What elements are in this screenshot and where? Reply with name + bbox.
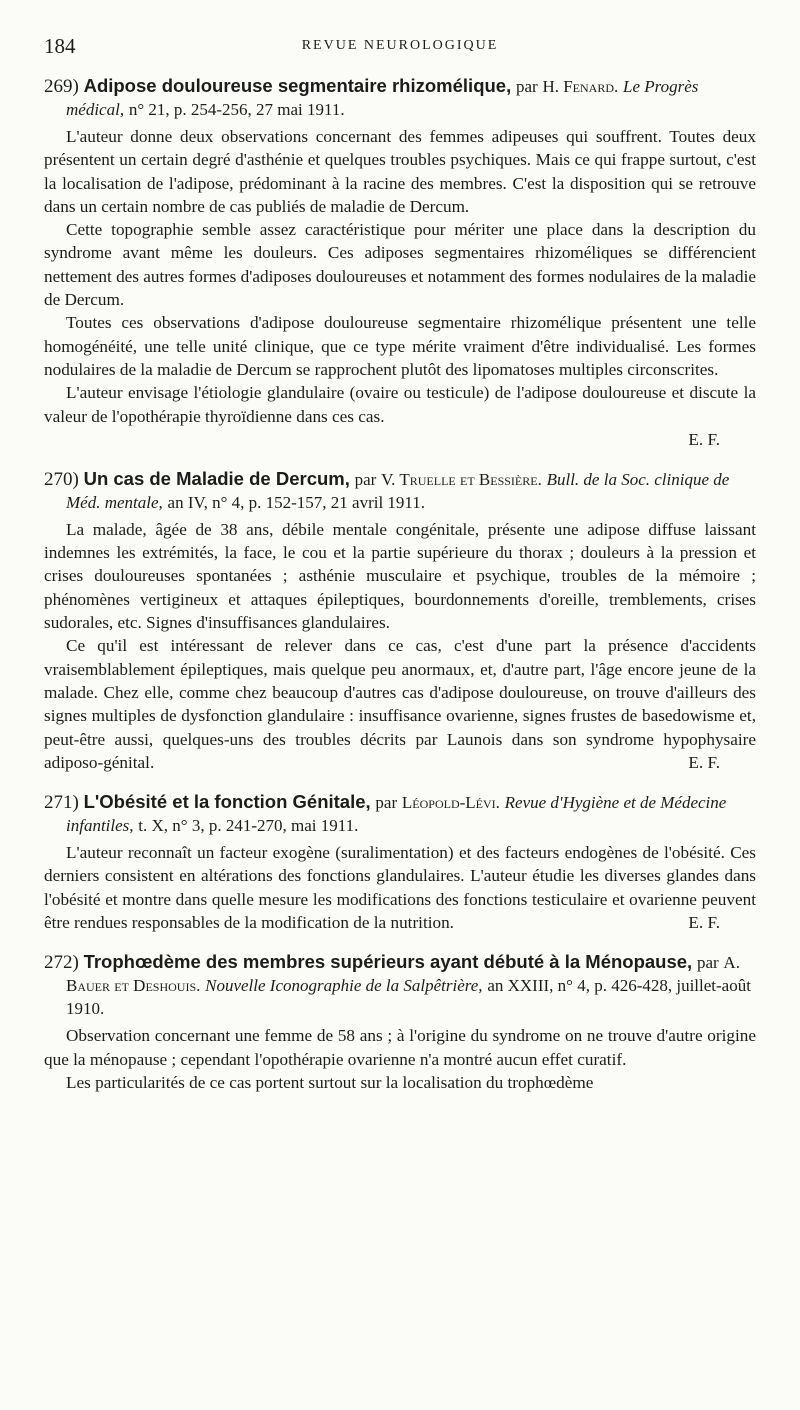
review-entry-271 — [44, 790, 756, 934]
review-entry-272 — [44, 950, 756, 1094]
entry-paragraph: La malade, âgée de 38 ans, débile mentale congénitale, présente une adipose diffuse laissant indemnes les extrémités, la face, le cou et la partie supérieure du thorax ; douleurs à la pression et crises douloureuses spontanées ; asthénie musculaire et psychique, troubles de la mémoire ; phénomènes vertigineux et attaques épileptiques, bourdonnements d'oreille, tremblements, crises sudorales, etc. Signes d'insuffisances glandulaires. — [44, 519, 756, 633]
entry-by: par — [515, 77, 538, 96]
entry-journal: Bull. de la Soc. clinique de Méd. mentale, — [66, 469, 730, 512]
entry-number: 270) — [44, 468, 79, 490]
entry-author: H. Fenard. — [542, 77, 619, 96]
entry-paragraph — [44, 634, 756, 774]
entry-heading — [44, 790, 756, 837]
entry-heading — [44, 74, 756, 121]
entry-title: L'Obésité et la fonction Génitale, — [83, 791, 371, 813]
entry-number: 272) — [44, 952, 79, 974]
entry-by: par — [375, 793, 398, 813]
entry-number: 269) — [44, 76, 79, 97]
entry-ref: t. X, n° 3, p. 241-270, mai 1911. — [138, 816, 359, 836]
page-header — [44, 34, 756, 60]
entry-title: Un cas de Maladie de Dercum, — [83, 467, 350, 489]
running-title: REVUE NEUROLOGIQUE — [301, 38, 499, 53]
entry-heading — [44, 467, 756, 514]
entry-paragraph: L'auteur envisage l'étiologie glandulaire (ovaire ou testicule) de l'adipose douloureuse et discute la valeur de l'opothérapie thyroïdienne dans ces cas. — [44, 383, 756, 426]
entry-author: Léopold-Lévi. — [401, 793, 500, 813]
entry-paragraph: Les particularités de ce cas portent surtout sur la localisation du trophœdème — [66, 1072, 594, 1092]
entry-signature: E. F. — [688, 913, 720, 933]
entry-by: par — [696, 953, 719, 973]
entry-author: A. Bauer et Deshouis. — [66, 953, 740, 996]
entry-paragraph-text: Ce qu'il est intéressant de relever dans ce cas, c'est d'une part la présence d'accidents vraisemblablement épileptiques, mais quelque peu anormaux, et, d'autre part, l'âge encore jeune de la malade. Chez elle, comme chez beaucoup d'autres cas d'adipose douloureuse, on trouve d'ailleurs des signes multiples de dysfonction glandulaire : insuffisance ovarienne, signes frustes de basedowisme et, peut-être aussi, quelques-uns des troubles décrits par Launois dans son syndrome hypophysaire adiposo-génital. — [44, 636, 756, 772]
entry-journal: Le Progrès médical, — [66, 77, 699, 119]
entry-paragraph-text: L'auteur reconnaît un facteur exogène (suralimentation) et des facteurs endogènes de l'obésité. Ces derniers consistent en altérations des fonctions glandulaires. L'auteur étudie les diverses glandes dans l'obésité et montre dans quelle mesure les modifications des fonctions testiculaire et ovarienne peuvent être rendues responsables de la modification de la nutrition. — [44, 843, 756, 933]
entry-paragraph: Cette topographie semble assez caractéristique pour mériter une place dans la description du syndrome avant même les douleurs. Ces adiposes segmentaires rhizoméliques se différencient nettement des autres formes d'adiposes douloureuses et notamment des formes nodulaires de la maladie de Dercum. — [44, 220, 756, 310]
entry-author: V. Truelle et Bessière. — [381, 469, 542, 489]
entry-title: Adipose douloureuse segmentaire rhizomélique, — [83, 75, 512, 96]
entry-paragraph: Toutes ces observations d'adipose douloureuse segmentaire rhizomélique présentent une telle homogénéité, une telle unité clinique, que ce type mérite vraiment d'être individualisé. Les formes nodulaires de la maladie de Dercum se rapprochent plutôt des lipomatoses multiples circonscrites. — [44, 313, 756, 379]
entry-heading — [44, 950, 756, 1020]
entry-paragraph: Observation concernant une femme de 58 ans ; à l'origine du syndrome on ne trouve d'autre origine que la ménopause ; cependant l'opothérapie ovarienne n'a montré aucun effet curatif. — [44, 1026, 756, 1069]
entry-number: 271) — [44, 792, 79, 814]
entry-ref: an XXIII, n° 4, p. 426-428, juillet-août 1910. — [66, 976, 751, 1019]
entry-paragraph — [44, 841, 756, 934]
entry-journal: Revue d'Hygiène et de Médecine infantiles, — [66, 793, 727, 836]
entry-journal: Nouvelle Iconographie de la Salpêtrière, — [205, 976, 483, 996]
entry-ref: n° 21, p. 254-256, 27 mai 1911. — [128, 100, 345, 119]
review-entry-269 — [44, 74, 756, 451]
entry-paragraph: L'auteur donne deux observations concernant des femmes adipeuses qui souffrent. Toutes deux présentent un certain degré d'asthénie et quelques troubles psychiques. Mais ce qui frappe surtout, c'est la localisation de l'adipose, prédominant à la racine des membres. C'est la disposition qui se retrouve dans un certain nombre de cas publiés de maladie de Dercum. — [44, 127, 756, 216]
entry-by: par — [354, 469, 377, 489]
entry-title: Trophœdème des membres supérieurs ayant débuté à la Ménopause, — [83, 951, 693, 973]
content — [44, 74, 756, 1110]
entry-signature: E. F. — [688, 429, 720, 449]
review-entry-270 — [44, 467, 756, 774]
entry-ref: an IV, n° 4, p. 152-157, 21 avril 1911. — [167, 492, 426, 512]
entry-signature: E. F. — [688, 752, 720, 772]
page-number: 184 — [44, 34, 76, 58]
